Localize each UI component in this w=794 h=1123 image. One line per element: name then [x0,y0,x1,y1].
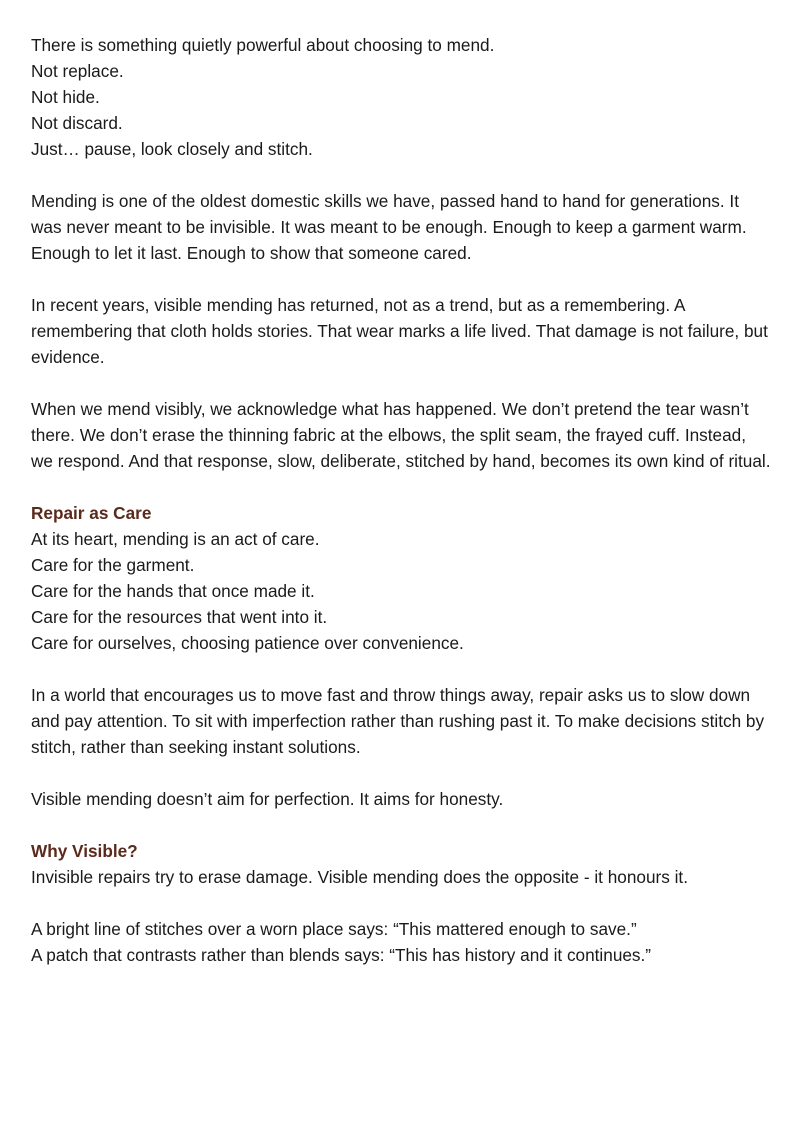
care-line: Care for the resources that went into it. [31,607,328,627]
intro-line: Not hide. [31,87,100,107]
paragraph-invisible-repairs: Invisible repairs try to erase damage. Visible mending does the opposite - it honours it. [31,867,688,887]
intro-line: There is something quietly powerful about choosing to mend. [31,35,495,55]
spacer [31,812,771,838]
why-visible-section [31,838,771,968]
care-line: Care for the garment. [31,555,195,575]
care-line: Care for ourselves, choosing patience over convenience. [31,633,464,653]
spacer [31,760,771,786]
repair-as-care-section [31,500,771,812]
spacer [31,266,771,292]
spacer [31,162,771,188]
section-heading-why-visible: Why Visible? [31,841,138,861]
spacer [31,370,771,396]
intro-line: Just… pause, look closely and stitch. [31,139,313,159]
intro-line: Not replace. [31,61,124,81]
paragraph-visible-mending-return: In recent years, visible mending has returned, not as a trend, but as a remembering. A remembering that cloth holds stories. That wear marks a life lived. That damage is not failure, but evidence. [31,295,768,367]
care-line: Care for the hands that once made it. [31,581,315,601]
care-line: At its heart, mending is an act of care. [31,529,320,549]
intro-line: Not discard. [31,113,123,133]
intro-block [31,32,771,162]
spacer [31,890,771,916]
paragraph-mend-visibly: When we mend visibly, we acknowledge what has happened. We don’t pretend the tear wasn’t there. We don’t erase the thinning fabric at the elbows, the split seam, the frayed cuff. Instead, we respond. And that response, slow, deliberate, stitched by hand, becomes its own kind of ritual. [31,399,771,471]
spacer [31,656,771,682]
quote-line: A patch that contrasts rather than blends says: “This has history and it continues.” [31,945,652,965]
spacer [31,474,771,500]
paragraph-honesty: Visible mending doesn’t aim for perfection. It aims for honesty. [31,789,504,809]
quote-line: A bright line of stitches over a worn place says: “This mattered enough to save.” [31,919,637,939]
document-page [31,32,771,968]
section-heading-repair-as-care: Repair as Care [31,503,152,523]
paragraph-mending-history: Mending is one of the oldest domestic skills we have, passed hand to hand for generations. It was never meant to be invisible. It was meant to be enough. Enough to keep a garment warm. Enough to let it last. Enough to show that someone cared. [31,191,747,263]
paragraph-slow-down: In a world that encourages us to move fast and throw things away, repair asks us to slow down and pay attention. To sit with imperfection rather than rushing past it. To make decisions stitch by stitch, rather than seeking instant solutions. [31,685,765,757]
